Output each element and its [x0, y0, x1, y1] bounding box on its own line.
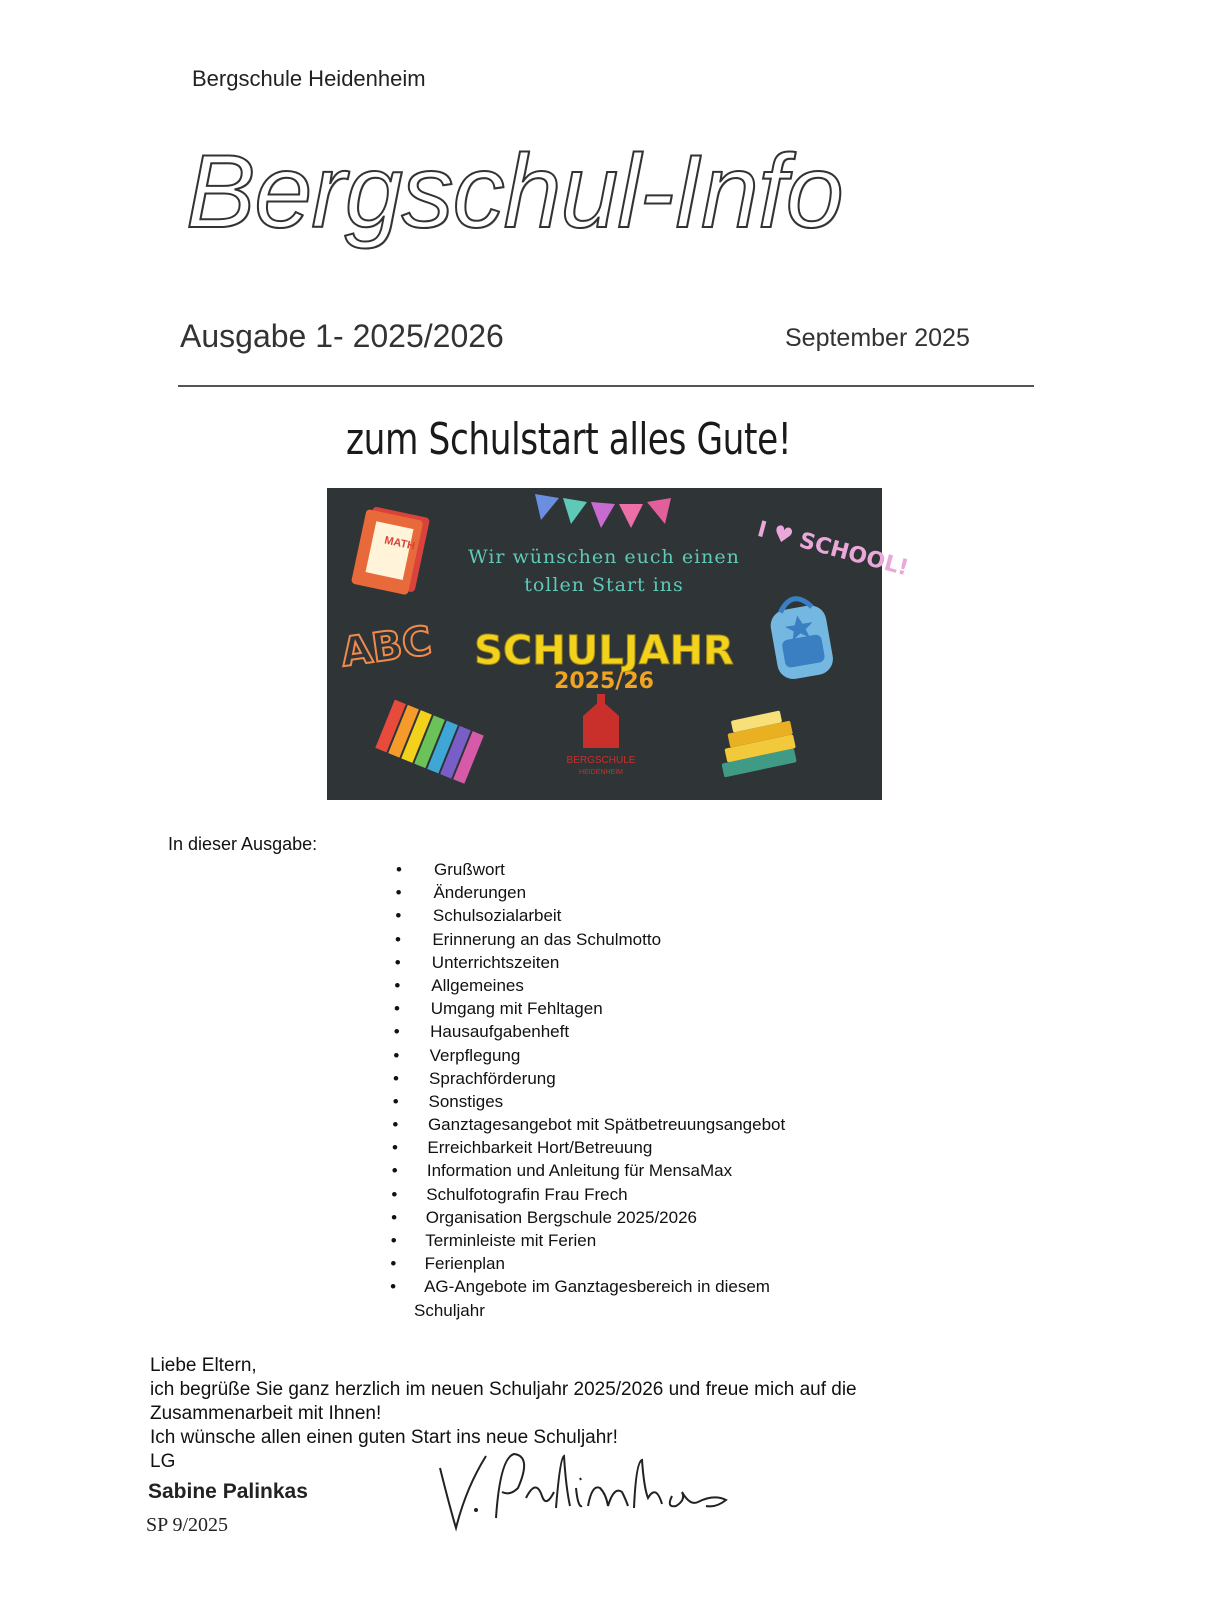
toc-item-label: Ferienplan — [424, 1254, 505, 1274]
toc-item-label: Verpflegung — [429, 1045, 521, 1065]
toc-item-label: Schuljahr — [414, 1300, 485, 1320]
greeting-line-2: tollen Start ins — [524, 574, 684, 596]
logo-name: BERGSCHULE — [566, 755, 636, 766]
bullet-icon: • — [390, 1231, 397, 1250]
toc-item-label: Hausaufgabenheft — [430, 1022, 570, 1042]
handwritten-signature — [436, 1448, 736, 1538]
school-name: Bergschule Heidenheim — [192, 66, 426, 91]
bullet-icon: • — [395, 906, 402, 926]
newsletter-title: Bergschul-Info — [186, 134, 843, 250]
document-code: SP 9/2025 — [146, 1514, 229, 1536]
letter-line: ich begrüße Sie ganz herzlich im neuen Schuljahr 2025/2026 und freue mich auf die — [150, 1379, 857, 1400]
bullet-icon: • — [393, 1045, 400, 1065]
bullet-icon: • — [390, 1254, 397, 1274]
bullet-icon: • — [395, 883, 402, 903]
letter-closing: LG — [150, 1451, 176, 1472]
letter-line: Ich wünsche allen einen guten Start ins neue Schuljahr! — [150, 1427, 618, 1448]
signer-name: Sabine Palinkas — [148, 1480, 308, 1503]
bullet-icon: • — [393, 1022, 400, 1042]
toc-item-label: Organisation Bergschule 2025/2026 — [425, 1207, 697, 1227]
toc-item-label: Information und Anleitung für MensaMax — [426, 1161, 733, 1181]
bullet-icon: • — [394, 999, 400, 1019]
letter-line: Zusammenarbeit mit Ihnen! — [150, 1403, 382, 1424]
bullet-icon: • — [396, 860, 402, 879]
toc-item-label: Schulfotografin Frau Frech — [426, 1184, 628, 1204]
header-divider — [178, 385, 1034, 387]
toc-item-label: Änderungen — [433, 883, 527, 903]
issue-date: September 2025 — [785, 324, 970, 352]
letter-salutation: Liebe Eltern, — [150, 1355, 257, 1376]
bullet-icon: • — [391, 1207, 398, 1227]
toc-item-label: Erreichbarkeit Hort/Betreuung — [427, 1138, 653, 1158]
bullet-icon: • — [391, 1161, 398, 1181]
toc-item-label: Sprachförderung — [429, 1068, 556, 1088]
logo-place: HEIDENHEIM — [579, 769, 623, 776]
toc-item-label: Umgang mit Fehltagen — [430, 999, 603, 1019]
abc-letters: ABC — [338, 617, 435, 677]
school-start-banner — [327, 488, 912, 800]
toc-item-label: Ganztagesangebot mit Spätbetreuungsangebot — [427, 1115, 786, 1135]
bullet-icon: • — [393, 1068, 399, 1088]
banner-year: 2025/26 — [554, 669, 654, 694]
bullet-icon: • — [391, 1184, 398, 1204]
issue-number: Ausgabe 1- 2025/2026 — [180, 318, 504, 354]
bullet-icon: • — [394, 975, 401, 995]
toc-item-label: Terminleiste mit Ferien — [425, 1231, 597, 1250]
toc-item-label: Erinnerung an das Schulmotto — [432, 929, 662, 949]
math-label: MATH — [383, 534, 417, 553]
toc-item-label: Schulsozialarbeit — [432, 906, 562, 926]
schuljahr-word: SCHULJAHR — [474, 628, 734, 674]
bullet-icon: • — [392, 1138, 398, 1158]
toc-item-label: AG-Angebote im Ganztagesbereich in diesem — [424, 1277, 770, 1297]
bullet-icon: • — [390, 1277, 397, 1297]
i-love-school-sticker: I ♥ SCHOOL! — [754, 517, 912, 582]
toc-item-label: Grußwort — [434, 860, 505, 879]
toc-item-label: Allgemeines — [431, 975, 524, 995]
banner-illustration — [327, 488, 912, 800]
toc-item-label: Sonstiges — [428, 1091, 504, 1111]
bullet-icon: • — [392, 1091, 399, 1111]
bullet-icon: • — [395, 929, 401, 949]
bullet-icon: • — [394, 952, 401, 972]
greeting-line-1: Wir wünschen euch einen — [468, 546, 740, 568]
bullet-icon: • — [392, 1115, 399, 1135]
toc-heading: In dieser Ausgabe: — [168, 834, 318, 854]
headline: zum Schulstart alles Gute! — [346, 414, 792, 465]
toc-item-label: Unterrichtszeiten — [431, 952, 560, 972]
